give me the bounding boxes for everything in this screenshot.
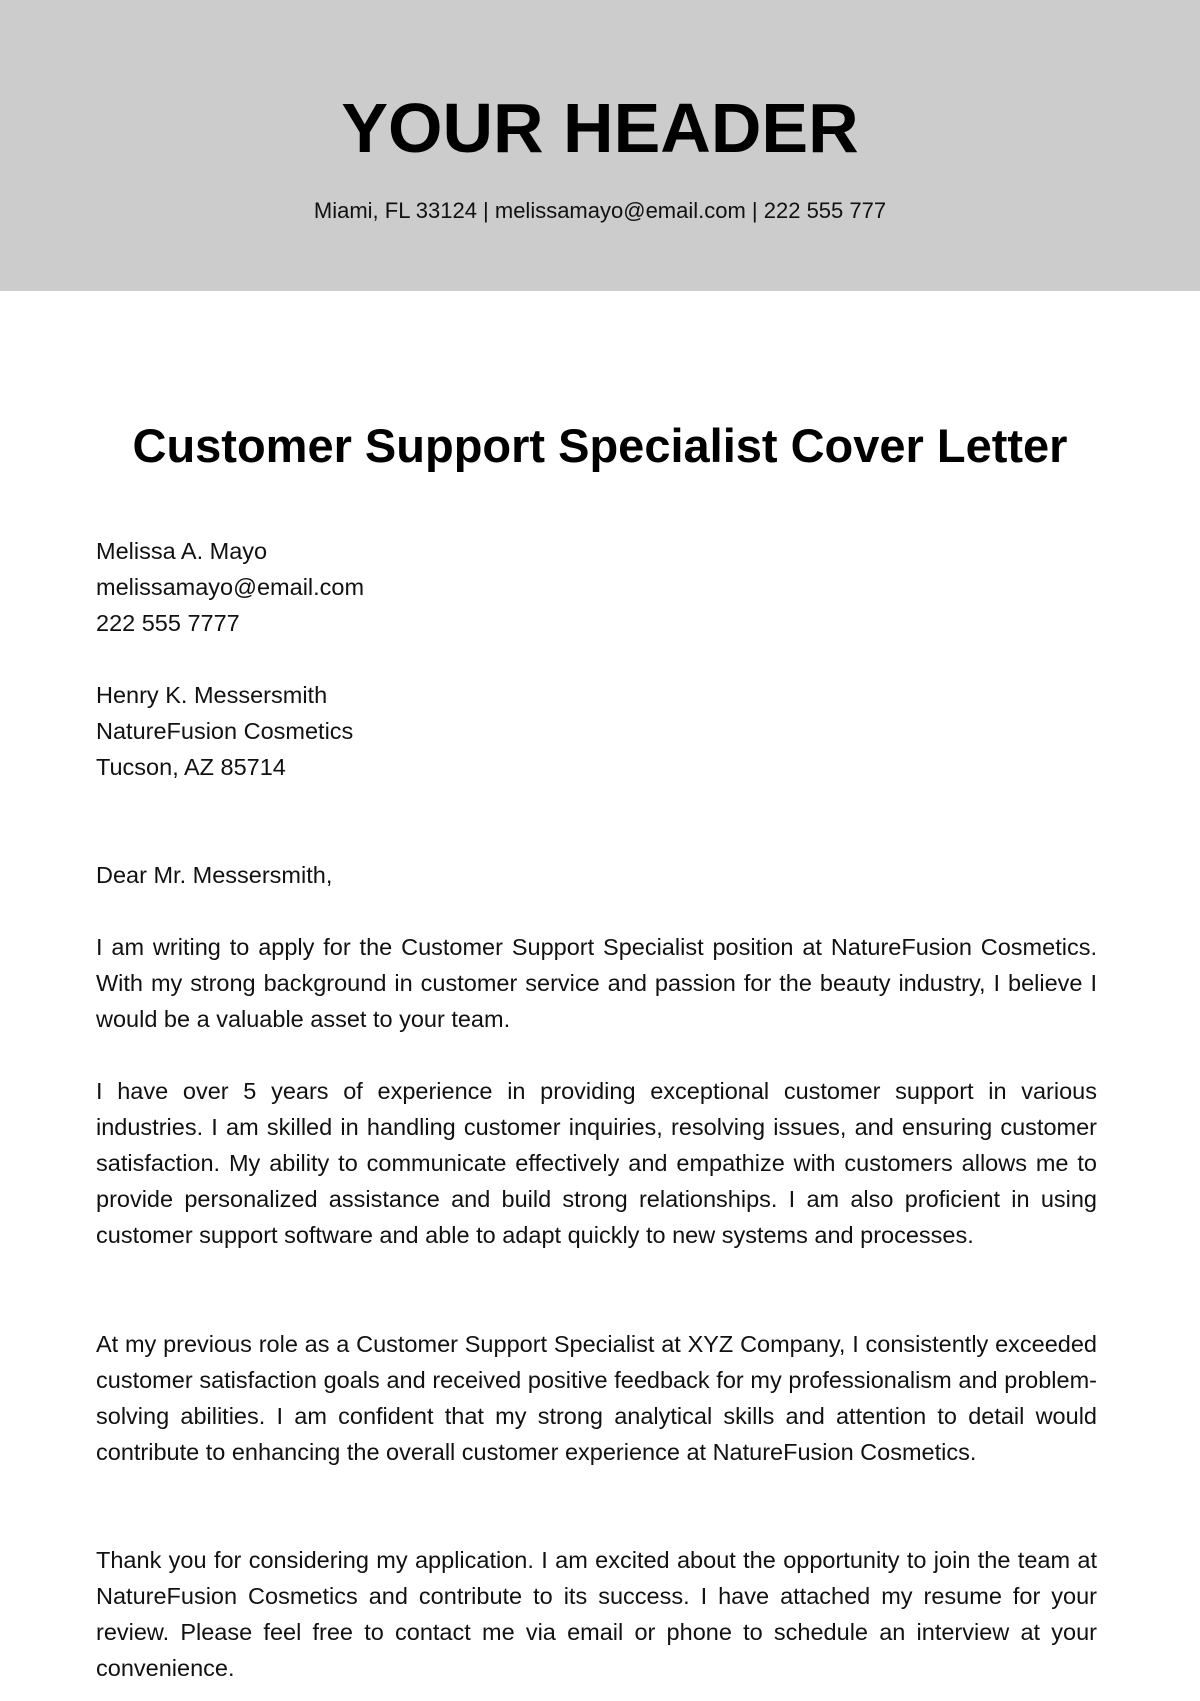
sender-block — [96, 533, 1096, 641]
body-paragraph-2: I have over 5 years of experience in providing exceptional customer support in various industries. I am skilled in handling customer inquiries, resolving issues, and ensuring customer satisfaction. My ability to communicate effectively and empathize with customers allows me to provide personalized assistance and build strong relationships. I am also proficient in using customer support software and able to adapt quickly to new systems and processes. — [96, 1078, 1097, 1248]
sender-name: Melissa A. Mayo — [96, 538, 268, 564]
salutation: Dear Mr. Messersmith, — [96, 862, 333, 888]
recipient-location: Tucson, AZ 85714 — [96, 754, 286, 780]
header-title: YOUR HEADER — [341, 89, 859, 167]
body-paragraph-1: I am writing to apply for the Customer Support Specialist position at NatureFusion Cosmetics. With my strong background in customer service and passion for the beauty industry, I believe I would be a valuable asset to your team. — [96, 934, 1097, 1032]
document-title: Customer Support Specialist Cover Letter — [132, 419, 1068, 472]
body-paragraph-3: At my previous role as a Customer Support Specialist at XYZ Company, I consistently exceeded customer satisfaction goals and received positive feedback for my professionalism and problem-solving abilities. I am confident that my strong analytical skills and attention to detail would contribute to enhancing the overall customer experience at NatureFusion Cosmetics. — [96, 1331, 1097, 1465]
sender-email: melissamayo@email.com — [96, 574, 365, 600]
recipient-block — [96, 677, 1096, 785]
header-contact-line: Miami, FL 33124 | melissamayo@email.com | 222 555 777 — [313, 198, 887, 223]
body-paragraph-4: Thank you for considering my application. I am excited about the opportunity to join the team at NatureFusion Cosmetics and contribute to its success. I have attached my resume for your review. Please feel free to contact me via email or phone to schedule an interview at your convenience. — [96, 1547, 1097, 1681]
recipient-company: NatureFusion Cosmetics — [96, 718, 354, 744]
recipient-name: Henry K. Messersmith — [96, 682, 328, 708]
sender-phone: 222 555 7777 — [96, 610, 240, 636]
